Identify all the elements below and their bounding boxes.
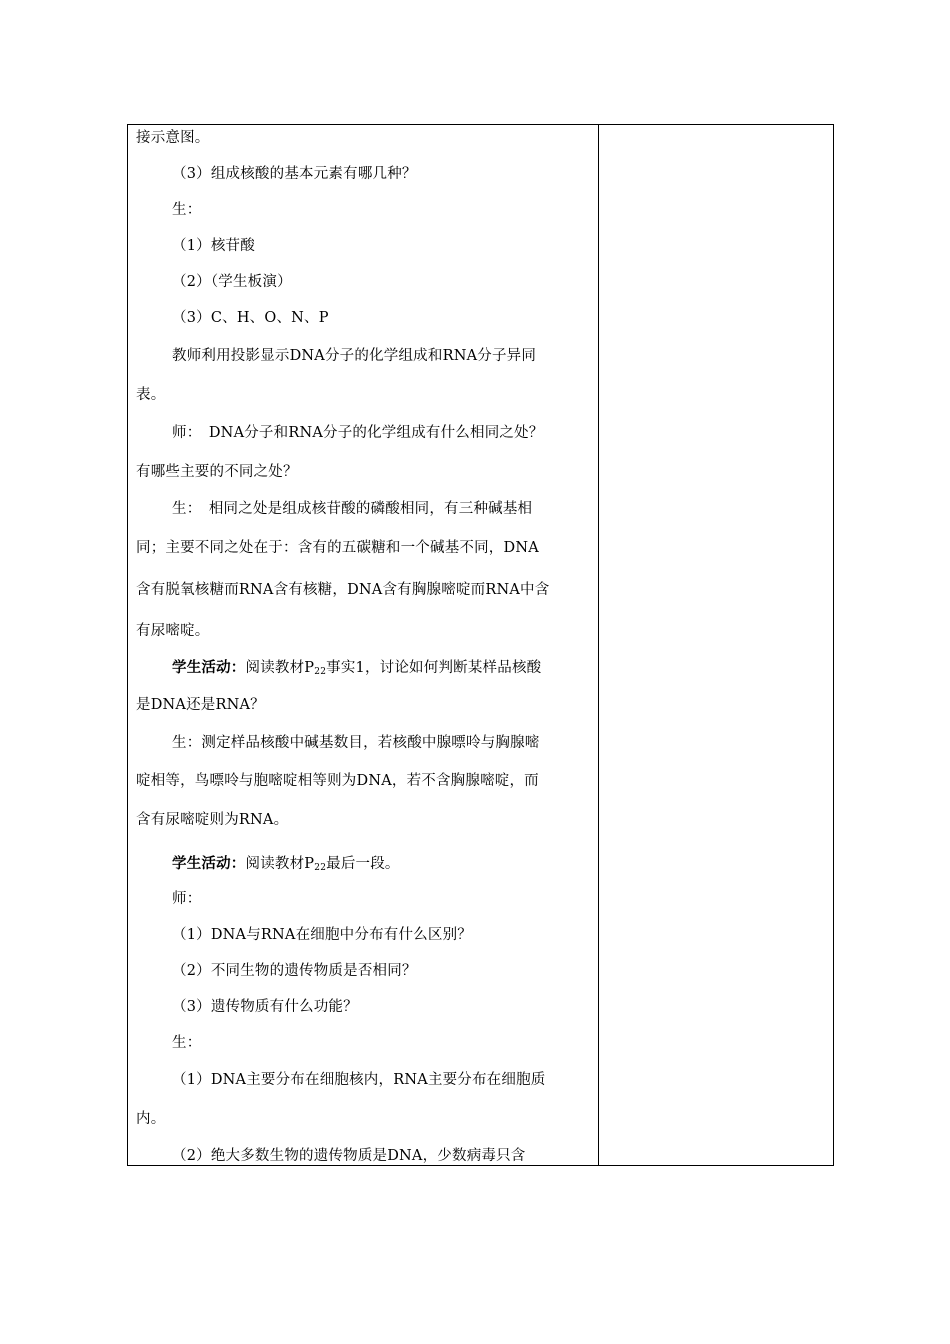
- text-line: 含有脱氧核糖而RNA含有核糖，DNA含有胸腺嘧啶而RNA中含: [136, 582, 550, 598]
- text-line: 师： DNA分子和RNA分子的化学组成有什么相同之处？: [172, 425, 544, 441]
- activity-text: 阅读教材P: [245, 856, 315, 872]
- page-subscript: 22: [314, 863, 327, 873]
- page-subscript: 22: [314, 667, 327, 677]
- activity-text: 事实1，: [326, 660, 380, 676]
- text-line: （2）（学生板演）: [172, 274, 292, 290]
- text-line: 同；主要不同之处在于：含有的五碳糖和一个碱基不同，DNA: [136, 540, 539, 556]
- text-line: 师：: [172, 891, 202, 907]
- text-line: 内。: [136, 1111, 166, 1127]
- text-line: （3）组成核酸的基本元素有哪几种？: [172, 166, 417, 182]
- activity-text: 阅读教材P: [245, 660, 315, 676]
- text-line: 生：: [172, 202, 202, 218]
- text-line: （1）核苷酸: [172, 238, 255, 254]
- text-line: （2）绝大多数生物的遗传物质是DNA，少数病毒只含: [172, 1148, 526, 1164]
- text-line: 生：: [172, 1035, 202, 1051]
- student-activity-line: [172, 854, 594, 874]
- text-line: （2）不同生物的遗传物质是否相同？: [172, 963, 417, 979]
- text-line: （3）C、H、O、N、P: [172, 310, 329, 326]
- notes-cell: [599, 125, 833, 1165]
- text-line: （1）DNA与RNA在细胞中分布有什么区别？: [172, 927, 472, 943]
- student-activity-line: [172, 658, 594, 678]
- text-line: 教师利用投影显示DNA分子的化学组成和RNA分子异同: [172, 348, 537, 364]
- text-line: 有尿嘧啶。: [136, 623, 210, 639]
- activity-text: 最后一段。: [326, 856, 400, 872]
- text-line: 是DNA还是RNA？: [136, 697, 265, 713]
- activity-text: 讨论如何判断某样品核酸: [379, 660, 542, 676]
- content-cell: [136, 125, 594, 1165]
- text-line: 表。: [136, 387, 166, 403]
- text-line: 有哪些主要的不同之处？: [136, 464, 298, 480]
- lesson-table: [127, 124, 834, 1166]
- text-line: 啶相等，鸟嘌呤与胞嘧啶相等则为DNA，若不含胸腺嘧啶，而: [136, 773, 539, 789]
- text-line: 生：测定样品核酸中碱基数目，若核酸中腺嘌呤与胸腺嘧: [172, 735, 540, 751]
- text-line: （1）DNA主要分布在细胞核内，RNA主要分布在细胞质: [172, 1072, 546, 1088]
- activity-label: 学生活动：: [172, 659, 246, 676]
- text-line: （3）遗传物质有什么功能？: [172, 999, 358, 1015]
- text-line: 接示意图。: [136, 130, 210, 146]
- text-line: 含有尿嘧啶则为RNA。: [136, 812, 289, 828]
- activity-label: 学生活动：: [172, 855, 246, 872]
- text-line: 生： 相同之处是组成核苷酸的磷酸相同，有三种碱基相: [172, 501, 533, 517]
